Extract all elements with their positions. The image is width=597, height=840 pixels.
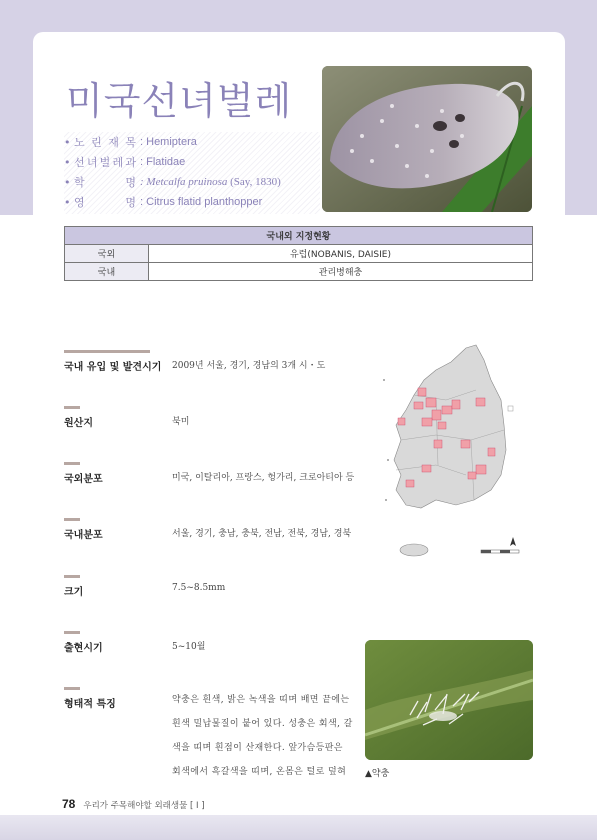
label-char: 학 <box>74 176 85 189</box>
taxonomy-value: : Hemiptera <box>140 136 197 148</box>
info-value: 7.5~8.5mm <box>172 583 226 593</box>
bottom-band <box>0 815 597 840</box>
section-bar <box>64 518 80 521</box>
morphology-line: 약충은 흰색, 밝은 녹색을 띠며 배면 끝에는 <box>172 695 350 705</box>
table-cell-key: 국외 <box>65 245 149 263</box>
page-number: 78 <box>62 797 76 811</box>
table-header: 국내외 지정현황 <box>65 227 533 245</box>
info-size <box>64 575 364 599</box>
morphology-description <box>172 688 352 784</box>
section-bar <box>64 631 80 634</box>
page-title: 미국선녀벌레 <box>66 79 293 123</box>
morphology-line: 흰색 밀납물질이 붙어 있다. 성충은 회색, 갈 <box>172 719 353 729</box>
info-value: 서울, 경기, 충남, 충북, 전남, 전북, 경남, 경북 <box>172 529 352 539</box>
bullet-icon: • <box>64 175 71 189</box>
photo-caption: ▲약충 <box>365 769 390 779</box>
label-char: 선 <box>74 156 85 169</box>
table-cell-value: 관리병해충 <box>149 263 533 281</box>
table-row <box>65 245 533 263</box>
section-bar <box>64 406 80 409</box>
page-footer <box>62 797 205 811</box>
info-label: 형태적 특징 <box>64 699 116 710</box>
taxonomy-label <box>74 194 136 210</box>
taxonomy-scientific-name <box>64 172 320 192</box>
info-foreign-distribution <box>64 462 364 486</box>
label-char: 녀 <box>86 156 98 169</box>
info-value: 북미 <box>172 417 190 427</box>
label-char: 영 <box>74 196 85 209</box>
info-label: 원산지 <box>64 418 93 429</box>
table-header-row <box>65 227 533 245</box>
label-char: 레 <box>112 156 124 169</box>
nymph-illustration <box>365 640 533 760</box>
taxonomy-family <box>64 152 320 172</box>
taxonomy-value: : Metcalfa pruinosa (Say, 1830) <box>140 176 281 188</box>
adult-insect-photo <box>322 66 532 212</box>
taxonomy-value: : Flatidae <box>140 156 186 168</box>
taxonomy-english-name <box>64 192 320 212</box>
korea-map-icon <box>376 340 536 560</box>
info-label: 국외분포 <box>64 474 103 485</box>
info-label: 출현시기 <box>64 643 103 654</box>
bullet-icon: • <box>64 195 71 209</box>
section-bar <box>64 687 80 690</box>
taxonomy-label <box>74 154 136 170</box>
bullet-icon: • <box>64 155 71 169</box>
morphology-line: 회색에서 흑갈색을 띠며, 온몸은 털로 덮혀 <box>172 767 347 777</box>
info-value: 2009년 서울, 경기, 경남의 3개 시・도 <box>172 361 326 371</box>
section-bar <box>64 575 80 578</box>
nymph-photo <box>365 640 533 760</box>
north-arrow-icon <box>510 537 516 546</box>
label-char: 벌 <box>99 156 111 169</box>
label-char: 명 <box>125 176 136 189</box>
info-origin <box>64 406 364 430</box>
info-domestic-distribution <box>64 518 364 542</box>
label-char: 노 <box>74 136 85 149</box>
taxonomy-box <box>64 132 320 214</box>
adult-insect-illustration <box>322 66 532 212</box>
book-title: 우리가 주목해야할 외래생물 [ I ] <box>83 801 205 811</box>
info-value: 미국, 이탈리아, 프랑스, 헝가리, 크로아티아 등 <box>172 473 355 483</box>
section-bar <box>64 350 150 353</box>
bullet-icon: • <box>64 135 71 149</box>
info-season <box>64 631 364 655</box>
label-char: 재 <box>108 136 119 149</box>
info-label: 크기 <box>64 587 84 598</box>
taxonomy-label <box>74 134 136 150</box>
distribution-map <box>376 340 536 560</box>
info-label: 국내분포 <box>64 530 103 541</box>
table-cell-value: 유럽(NOBANIS, DAISIE) <box>149 245 533 263</box>
label-char: 명 <box>125 196 136 209</box>
info-label: 국내 유입 및 발견시기 <box>64 362 162 373</box>
info-introduction <box>64 350 364 374</box>
taxonomy-order <box>64 132 320 152</box>
info-value: 5~10월 <box>172 642 206 652</box>
taxonomy-value: : Citrus flatid planthopper <box>140 196 263 208</box>
table-row <box>65 263 533 281</box>
label-char: 린 <box>91 136 102 149</box>
designation-status-table <box>64 226 533 281</box>
morphology-line: 색을 띠며 흰점이 산재한다. 앞가슴등판은 <box>172 743 343 753</box>
section-bar <box>64 462 80 465</box>
label-char: 과 <box>125 156 136 169</box>
table-cell-key: 국내 <box>65 263 149 281</box>
label-char: 목 <box>125 136 136 149</box>
taxonomy-label <box>74 174 136 190</box>
